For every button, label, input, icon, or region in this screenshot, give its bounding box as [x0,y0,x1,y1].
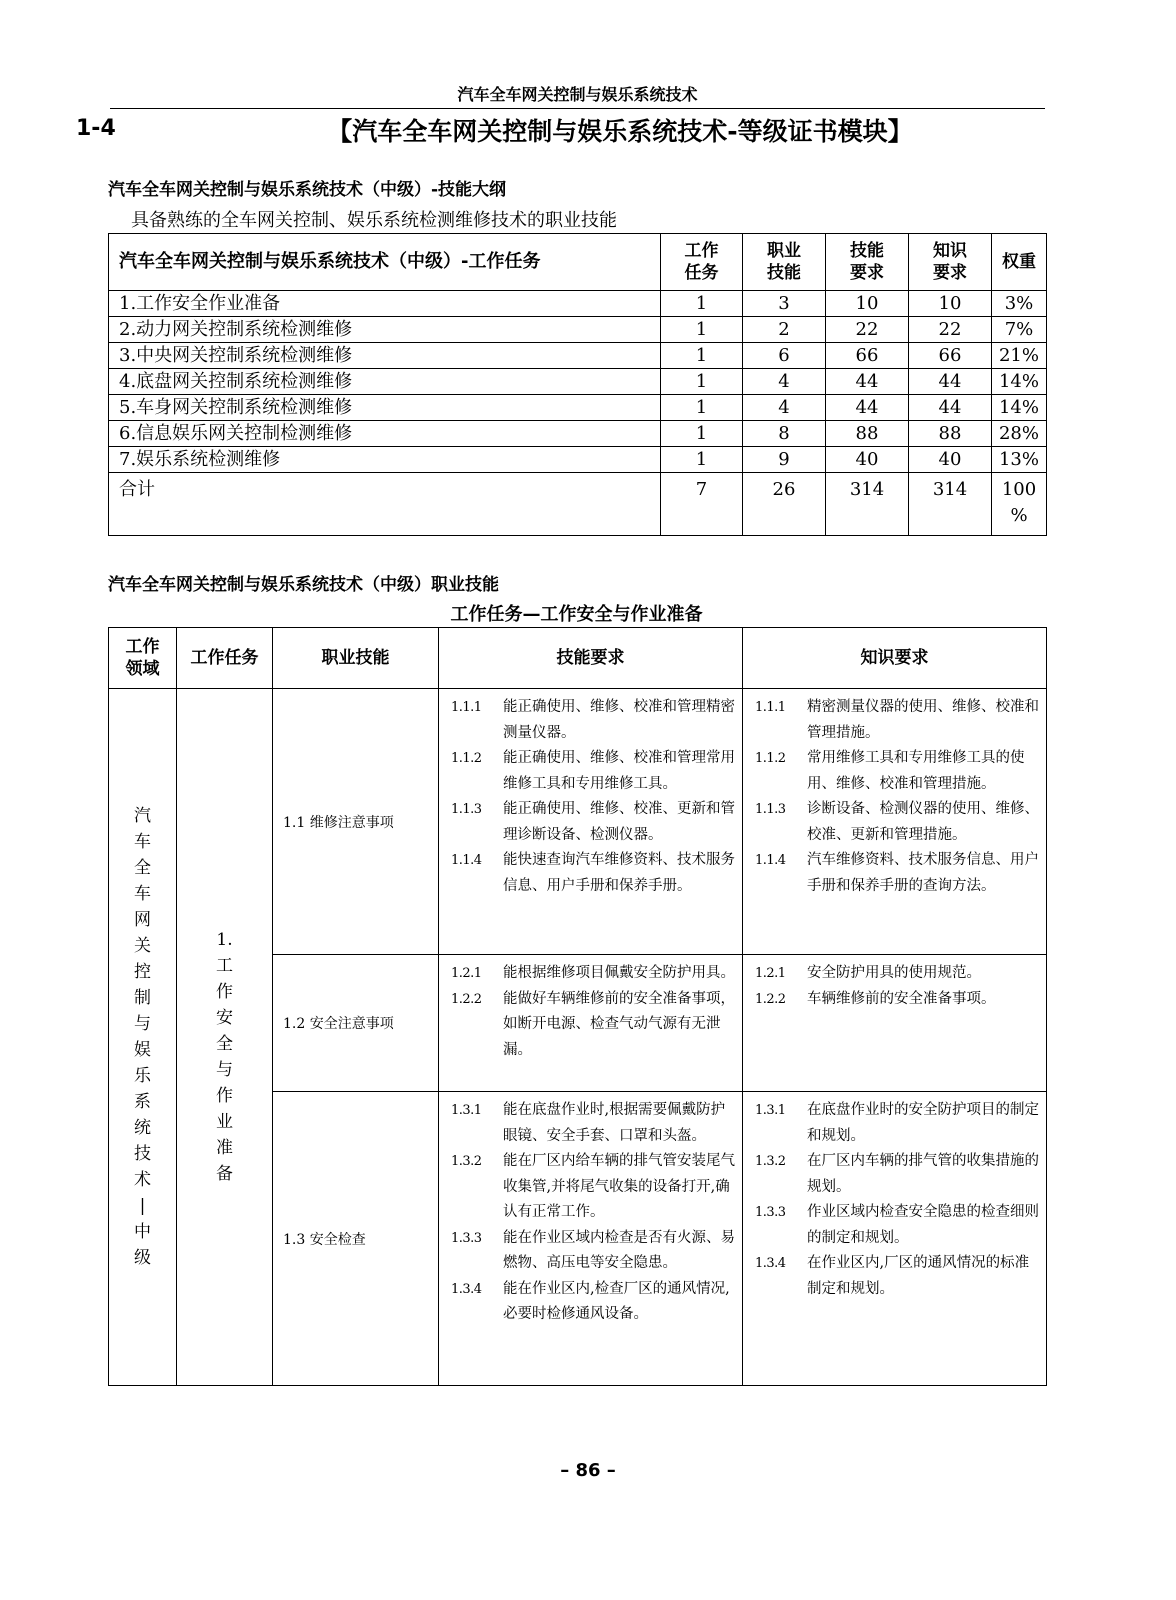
item-code: 1.2.1 [451,966,482,981]
cell-skill-req: 22 [826,317,909,343]
skill-requirement-item [451,1277,738,1328]
skill-requirement-item [451,695,738,746]
knowledge-requirements-cell [743,955,1047,1092]
cell-skill-req: 44 [826,369,909,395]
skill-requirement-item [451,1098,738,1149]
item-text: 能在底盘作业时,根据需要佩戴防护眼镜、安全手套、口罩和头盔。 [503,1102,726,1144]
item-code: 1.1.1 [755,700,786,715]
item-text: 安全防护用具的使用规范。 [807,965,981,981]
task-name: 7.娱乐系统检测维修 [109,447,661,473]
task-name: 3.中央网关控制系统检测维修 [109,343,661,369]
page-number: – 86 – [560,1460,616,1481]
knowledge-requirement-item [755,987,1042,1013]
skill-requirements-cell [439,1092,743,1386]
total-knowledge-req: 314 [909,473,992,536]
task-name: 2.动力网关控制系统检测维修 [109,317,661,343]
skill-requirement-item [451,797,738,848]
knowledge-requirements-cell [743,1092,1047,1386]
item-code: 1.3.3 [451,1230,482,1246]
cell-skill-req: 40 [826,447,909,473]
cell-tasks: 1 [661,421,743,447]
col-header-work-task: 工作任务 [177,628,273,689]
skill-name: 1.2 安全注意事项 [273,955,439,1092]
item-text: 常用维修工具和专用维修工具的使用、维修、校准和管理措施。 [807,750,1025,792]
cell-tasks: 1 [661,369,743,395]
cell-tasks: 1 [661,291,743,317]
cell-tasks: 1 [661,395,743,421]
item-code: 1.1.4 [451,853,482,868]
skill-requirements-cell [439,955,743,1092]
item-text: 能在厂区内给车辆的排气管安装尾气收集管,并将尾气收集的设备打开,确认有正常工作。 [503,1153,735,1220]
col-header-weight: 权重 [992,234,1047,291]
work-task-cell: 1. 工 作 安 全 与 作 业 准 备 [177,689,273,1386]
syllabus-table [108,233,1047,536]
syllabus-row [109,447,1047,473]
item-code: 1.1.2 [755,751,786,766]
item-text: 精密测量仪器的使用、维修、校准和管理措施。 [807,699,1039,741]
skill-name: 1.1 维修注意事项 [273,689,439,955]
item-code: 1.3.1 [755,1103,786,1118]
item-code: 1.3.4 [755,1256,786,1271]
skill-name: 1.3 安全检查 [273,1092,439,1386]
cell-weight: 14% [992,395,1047,421]
knowledge-requirement-item [755,746,1042,797]
item-code: 1.2.1 [755,966,786,981]
cell-tasks: 1 [661,343,743,369]
col-header-skill: 职业技能 [273,628,439,689]
skill-requirement-item [451,1149,738,1226]
cell-skills: 3 [743,291,826,317]
item-text: 能根据维修项目佩戴安全防护用具。 [503,965,735,981]
syllabus-row [109,395,1047,421]
col-header-work-tasks: 工作 任务 [661,234,743,291]
item-text: 能正确使用、维修、校准、更新和管理诊断设备、检测仪器。 [503,801,735,843]
skill-group-row [109,689,1047,955]
item-code: 1.3.3 [755,1205,786,1220]
task-name: 6.信息娱乐网关控制检测维修 [109,421,661,447]
col-header-domain: 工作 领域 [109,628,177,689]
syllabus-row [109,343,1047,369]
total-label: 合计 [109,473,661,536]
item-text: 在厂区内车辆的排气管的收集措施的规划。 [807,1153,1039,1195]
item-text: 在作业区内,厂区的通风情况的标准制定和规划。 [807,1255,1030,1297]
col-header-skills: 职业 技能 [743,234,826,291]
col-header-knowledge-req: 知识 要求 [909,234,992,291]
skill-requirement-item [451,746,738,797]
section-title: 【汽车全车网关控制与娱乐系统技术-等级证书模块】 [327,117,913,146]
syllabus-row [109,369,1047,395]
item-text: 汽车维修资料、技术服务信息、用户手册和保养手册的查询方法。 [807,852,1039,894]
cell-skills: 6 [743,343,826,369]
item-code: 1.3.2 [451,1154,482,1169]
syllabus-heading: 汽车全车网关控制与娱乐系统技术（中级）-技能大纲 [108,180,507,200]
cell-tasks: 1 [661,317,743,343]
item-code: 1.3.1 [451,1103,482,1118]
section-number: 1-4 [76,116,116,141]
cell-knowledge-req: 44 [909,369,992,395]
cell-weight: 3% [992,291,1047,317]
cell-skill-req: 66 [826,343,909,369]
item-text: 能正确使用、维修、校准和管理常用维修工具和专用维修工具。 [503,750,735,792]
item-code: 1.1.3 [451,802,482,817]
skill-requirement-item [451,987,738,1064]
col-header-skill-requirements: 技能要求 [439,628,743,689]
skill-requirement-item [451,1226,738,1277]
col-header-knowledge-requirements: 知识要求 [743,628,1047,689]
knowledge-requirements-cell [743,689,1047,955]
cell-weight: 28% [992,421,1047,447]
item-code: 1.1.1 [451,700,482,715]
item-text: 能快速查询汽车维修资料、技术服务信息、用户手册和保养手册。 [503,852,735,894]
knowledge-requirement-item [755,848,1042,899]
item-code: 1.2.2 [755,991,786,1007]
total-weight: 100 % [992,473,1047,536]
cell-skills: 4 [743,369,826,395]
item-code: 1.1.3 [755,802,786,817]
syllabus-header-row [109,234,1047,291]
cell-knowledge-req: 44 [909,395,992,421]
task-name: 4.底盘网关控制系统检测维修 [109,369,661,395]
cell-tasks: 1 [661,447,743,473]
item-text: 作业区域内检查安全隐患的检查细则的制定和规划。 [807,1204,1039,1246]
item-text: 能在作业区内,检查厂区的通风情况,必要时检修通风设备。 [503,1280,730,1322]
syllabus-row [109,421,1047,447]
cell-knowledge-req: 40 [909,447,992,473]
cell-weight: 7% [992,317,1047,343]
syllabus-row [109,291,1047,317]
cell-skills: 8 [743,421,826,447]
col-header-skill-req: 技能 要求 [826,234,909,291]
knowledge-requirement-item [755,1149,1042,1200]
cell-skills: 2 [743,317,826,343]
skill-requirement-item [451,848,738,899]
item-code: 1.1.2 [451,751,482,766]
item-code: 1.3.2 [755,1154,786,1169]
cell-skill-req: 88 [826,421,909,447]
task-name: 5.车身网关控制系统检测维修 [109,395,661,421]
item-text: 车辆维修前的安全准备事项。 [807,990,996,1007]
total-tasks: 7 [661,473,743,536]
knowledge-requirement-item [755,1200,1042,1251]
task-name: 1.工作安全作业准备 [109,291,661,317]
item-code: 1.1.4 [755,853,786,868]
cell-skill-req: 44 [826,395,909,421]
skills-heading: 汽车全车网关控制与娱乐系统技术（中级）职业技能 [108,575,499,595]
syllabus-row [109,317,1047,343]
item-text: 能做好车辆维修前的安全准备事项， 如断开电源、检查气动气源有无泄漏。 [503,990,735,1058]
item-text: 能正确使用、维修、校准和管理精密测量仪器。 [503,699,735,741]
item-text: 诊断设备、检测仪器的使用、维修、校准、更新和管理措施。 [807,801,1039,843]
item-text: 能在作业区域内检查是否有火源、易燃物、高压电等安全隐患。 [503,1229,735,1271]
cell-knowledge-req: 88 [909,421,992,447]
syllabus-intro: 具备熟练的全车网关控制、娱乐系统检测维修技术的职业技能 [131,210,617,231]
total-skill-req: 314 [826,473,909,536]
cell-skill-req: 10 [826,291,909,317]
knowledge-requirement-item [755,695,1042,746]
running-header: 汽车全车网关控制与娱乐系统技术 [110,84,1045,109]
skill-requirement-item [451,961,738,987]
skills-table [108,627,1047,1386]
cell-knowledge-req: 66 [909,343,992,369]
item-code: 1.3.4 [451,1281,482,1297]
knowledge-requirement-item [755,797,1042,848]
cell-knowledge-req: 22 [909,317,992,343]
cell-weight: 21% [992,343,1047,369]
skill-requirements-cell [439,689,743,955]
knowledge-requirement-item [755,1098,1042,1149]
skills-subtitle: 工作任务—工作安全与作业准备 [450,604,703,625]
col-header-task: 汽车全车网关控制与娱乐系统技术（中级）-工作任务 [109,234,661,291]
knowledge-requirement-item [755,1251,1042,1302]
cell-skills: 9 [743,447,826,473]
skills-header-row [109,628,1047,689]
cell-knowledge-req: 10 [909,291,992,317]
cell-weight: 14% [992,369,1047,395]
cell-weight: 13% [992,447,1047,473]
cell-skills: 4 [743,395,826,421]
work-domain-cell: 汽 车 全 车 网 关 控 制 与 娱 乐 系 统 技 术 | 中 级 [109,689,177,1386]
item-code: 1.2.2 [451,991,482,1007]
item-text: 在底盘作业时的安全防护项目的制定和规划。 [807,1102,1039,1144]
total-skills: 26 [743,473,826,536]
syllabus-total-row [109,473,1047,536]
knowledge-requirement-item [755,961,1042,987]
